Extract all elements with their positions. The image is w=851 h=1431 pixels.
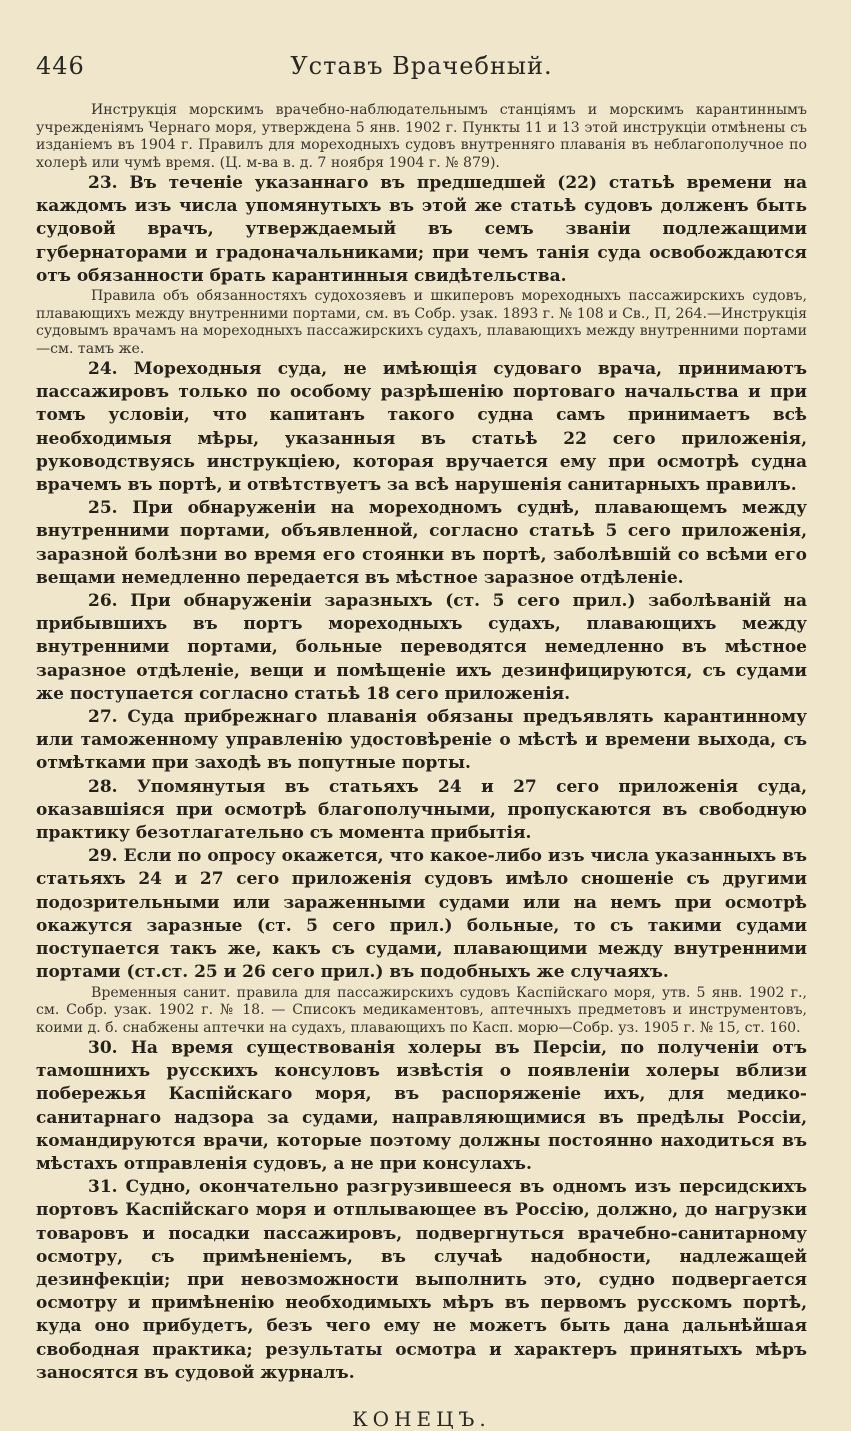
article-text: Если по опросу окажется, что какое-либо изъ числа указанныхъ въ статьяхъ 24 и 27 сего приложенія судовъ имѣло сношеніе съ другими подозрительными или зараженными судами или на немъ при осмотрѣ окажутся заразные (ст. 5 сего прил.) больные, то съ такими судами поступается такъ же, какъ съ судами, плавающими между внутренними портами (ст.ст. 25 и 26 сего прил.) въ подобныхъ же случаяхъ. [36, 846, 807, 983]
article-number: 29. [88, 846, 118, 867]
page-header [36, 48, 807, 88]
article-text: При обнаруженіи заразныхъ (ст. 5 сего прил.) заболѣваній на прибывшихъ въ портъ мореходныхъ судахъ, плавающихъ между внутренними портами, больные переводятся немедленно въ мѣстное заразное отдѣленіе, вещи и помѣщеніе ихъ дезинфицируются, съ судами же поступается согласно статьѣ 18 сего приложенія. [36, 591, 807, 704]
article-number: 25. [88, 498, 118, 519]
note-paragraph: Временныя санит. правила для пассажирскихъ судовъ Каспійскаго моря, утв. 5 янв. 1902 г., см. Собр. узак. 1902 г. № 18. — Списокъ медикаментовъ, аптечныхъ предметовъ и инструментовъ, коими д. б. снабжены аптечки на судахъ, плавающихъ по Касп. морю—Собр. уз. 1905 г. № 15, ст. 160. [36, 984, 807, 1036]
article-29 [36, 845, 807, 984]
article-number: 26. [88, 591, 118, 612]
page-body [36, 102, 807, 1431]
article-28 [36, 776, 807, 846]
article-24 [36, 358, 807, 497]
article-27 [36, 706, 807, 776]
article-text: Судно, окончательно разгрузившееся въ одномъ изъ персидскихъ портовъ Каспійскаго моря и отплывающее въ Россію, должно, до нагрузки товаровъ и посадки пассажировъ, подвергнуться врачебно-санитарному осмотру, съ примѣненіемъ, въ случаѣ надобности, надлежащей дезинфекціи; при невозможности выполнить это, судно подвергается осмотру и примѣненію необходимыхъ мѣръ въ первомъ русскомъ портѣ, куда оно прибудетъ, безъ чего ему не можетъ быть дана дальнѣйшая свободная практика; результаты осмотра и характеръ принятыхъ мѣръ заносятся въ судовой журналъ. [36, 1177, 807, 1383]
article-number: 31. [88, 1177, 118, 1198]
article-text: Суда прибрежнаго плаванія обязаны предъявлять карантинному или таможенному управленію удостовѣреніе о мѣстѣ и времени выхода, съ отмѣтками при заходѣ въ попутные порты. [36, 707, 808, 774]
article-text: Въ теченіе указаннаго въ предшедшей (22) статьѣ времени на каждомъ изъ числа упомянутыхъ въ этой же статьѣ судовъ долженъ быть судовой врачъ, утверждаемый въ семъ званіи подлежащими губернаторами и градоначальниками; при чемъ танія суда освобождаются отъ обязанности брать карантинныя свидѣтельства. [36, 173, 807, 286]
note-paragraph: Правила объ обязанностяхъ судохозяевъ и шкиперовъ мореходныхъ пассажирскихъ судовъ, плавающихъ между внутренними портами, см. въ Собр. узак. 1893 г. № 108 и Св., П, 264.—Инструкція судовымъ врачамъ на мореходныхъ пассажирскихъ судахъ, плавающихъ между внутренними портами—см. тамъ же. [36, 288, 807, 357]
article-number: 27. [88, 707, 118, 728]
article-text: На время существованія холеры въ Персіи, по полученіи отъ тамошнихъ русскихъ консуловъ извѣстія о появленіи холеры вблизи побережья Каспійскаго моря, въ распоряженіе ихъ, для медико-санитарнаго надзора за судами, направляющимися въ предѣлы Россіи, командируются врачи, которые поэтому должны постоянно находиться въ мѣстахъ отправленія судовъ, а не при консулахъ. [36, 1038, 808, 1175]
article-text: При обнаруженіи на мореходномъ суднѣ, плавающемъ между внутренними портами, объявленной, согласно статьѣ 5 сего приложенія, заразной болѣзни во время его стоянки въ портѣ, заболѣвшій со всѣми его вещами немедленно передается въ мѣстное заразное отдѣленіе. [36, 498, 807, 588]
article-number: 24. [88, 359, 118, 380]
running-title: Уставъ Врачебный. [290, 52, 553, 80]
article-number: 23. [88, 173, 118, 193]
article-text: Упомянутыя въ статьяхъ 24 и 27 сего приложенія суда, оказавшіяся при осмотрѣ благополучными, пропускаются въ свободную практику безотлагательно съ момента прибытія. [36, 776, 807, 844]
article-26 [36, 590, 807, 706]
article-23 [36, 172, 807, 288]
article-30 [36, 1037, 807, 1176]
article-text: Мореходныя суда, не имѣющія судоваго врача, принимаютъ пассажировъ только по особому разрѣшенію портоваго начальства и при томъ условіи, что капитанъ такого судна самъ принимаетъ всѣ необходимыя мѣры, указанныя въ статьѣ 22 сего приложенія, руководствуясь инструкціею, которая вручается ему при осмотрѣ судна врачемъ въ портѣ, и отвѣтствуетъ за всѣ нарушенія санитарныхъ правилъ. [36, 359, 807, 496]
article-number: 28. [88, 776, 118, 797]
page-number: 446 [36, 52, 85, 80]
article-number: 30. [88, 1038, 118, 1058]
article-31 [36, 1176, 807, 1385]
end-mark: КОНЕЦЪ. [352, 1407, 491, 1431]
article-25 [36, 497, 807, 590]
note-paragraph: Инструкція морскимъ врачебно-наблюдательнымъ станціямъ и морскимъ карантиннымъ учрежденіямъ Чернаго моря, утверждена 5 янв. 1902 г. Пункты 11 и 13 этой инструкціи отмѣнены съ изданіемъ въ 1904 г. Правилъ для мореходныхъ судовъ внутренняго плаванія въ неблагополучное по холерѣ или чумѣ время. (Ц. м-ва в. д. 7 ноября 1904 г. № 879). [36, 102, 807, 171]
